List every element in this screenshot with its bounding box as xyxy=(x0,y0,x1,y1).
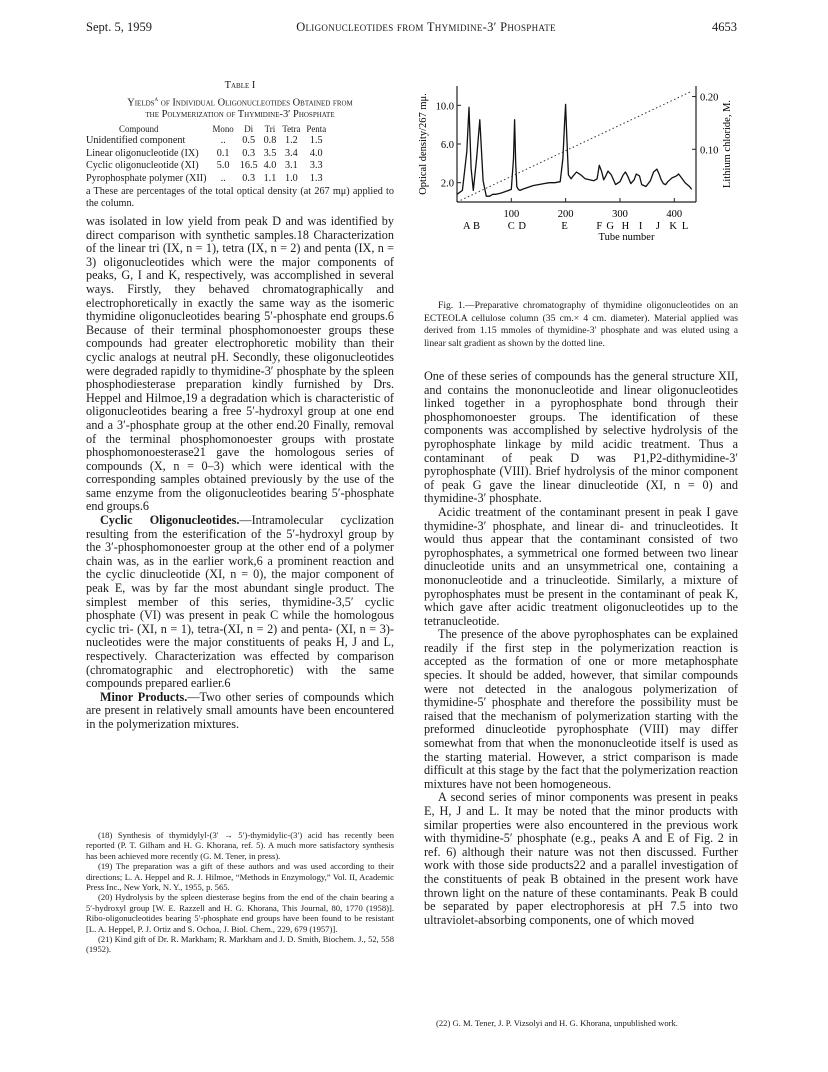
peak-label: L xyxy=(681,221,689,232)
col-header: Di xyxy=(244,123,254,134)
table-title-line1 xyxy=(86,93,394,110)
cell: 0.3 xyxy=(242,172,256,184)
table-row xyxy=(83,160,329,173)
paragraph: The presence of the above pyrophosphates can be explained readily if the first step in the polymerization reaction is accepted as the formation of one or more metaphosphate species. It should be added, however, that similar compounds were not detected in the analogous polymerization of thymidine-5′ phosphate and therefore the possibility must be raised that the mechanism of polymerization starting with the preformed dinucleotide pyrophosphate (VIII) may differ somewhat from that when the mononucleotide itself is used as the starting material. However, a strict comparison is made difficult at this stage by the fact that the polymerization reaction mixtures have not been homogeneous. xyxy=(424,627,738,791)
cell: 0.8 xyxy=(263,135,277,147)
x-tick-label: 300 xyxy=(612,209,628,220)
cell: 3.5 xyxy=(263,147,277,159)
cell: 3.3 xyxy=(309,160,323,172)
x-tick-label: 400 xyxy=(666,209,683,220)
footnote: (21) Kind gift of Dr. R. Markham; R. Markham and J. D. Smith, Biochem. J., 52, 558 (1952). xyxy=(86,934,394,955)
right-column xyxy=(424,370,738,927)
paragraph xyxy=(86,514,394,691)
col-header: Penta xyxy=(306,123,327,134)
table-header-row xyxy=(83,123,329,136)
x-tick-label: 200 xyxy=(557,209,574,220)
footnote: (18) Synthesis of thymidylyl-(3′ → 5′)-thymidylic-(3′) acid has recently been reported (P. T. Gilham and H. G. Khorana, ref. 5). A much more satisfactory synthesis has been achieved more recently (G. M. Tener, in press). xyxy=(86,830,394,861)
cell: 4.0 xyxy=(263,160,277,172)
paragraph: One of these series of compounds has the general structure XII, and contains the mononucleotide and linear oligonucleotides linked together in a pyrophosphate bond through their phosphomonoester groups. The identification of these components was accomplished by selective hydrolysis of the pyrophosphate linkage by mild acidic treatment. Thus a contaminant of peak D was P1,P2-dithymidine-3′ pyrophosphate (VIII). Brief hydrolysis of the minor component of peak G gave the linear dinucleotide (XI, n = 0) and thymidine-3′ phosphate. xyxy=(424,369,738,506)
row-name: Linear oligonucleotide (IX) xyxy=(86,147,199,159)
chromatography-chart xyxy=(410,78,740,298)
y-axis-title: Optical density/267 mμ. xyxy=(418,93,429,195)
paragraph: Acidic treatment of the contaminant present in peak I gave thymidine-3′ phosphate, and linear di- and trinucleotides. It would thus appear that the contaminant consisted of two pyrophosphates, a symmetrical one formed between two linear dinucleotide units and an unsymmetrical one, containing a mononucleotide and a trinucleotide. Similarly, a mixture of pyrophosphates must be present in the contaminant of peak K, which gave after acidic treatment oligonucleotides up to the tetranucleotide. xyxy=(424,504,738,628)
col-header: Tetra xyxy=(282,123,301,134)
cell: 0.3 xyxy=(242,147,256,159)
peak-label: H xyxy=(621,221,630,232)
salt-gradient-line xyxy=(457,91,692,202)
peak-label: D xyxy=(518,221,526,232)
cell: .. xyxy=(220,135,226,147)
cell: 3.1 xyxy=(285,160,298,172)
y-right-axis-title: Lithium chloride, M. xyxy=(722,99,733,189)
row-name: Pyrophosphate polymer (XII) xyxy=(86,172,207,184)
cell: 1.0 xyxy=(285,172,298,184)
table-row xyxy=(83,135,329,148)
cell: 4.0 xyxy=(309,147,323,159)
table-block xyxy=(86,80,394,210)
table-title-yields: Yields xyxy=(127,96,155,108)
table-title-sup: a xyxy=(154,94,159,103)
peak-label: J xyxy=(655,221,661,232)
elution-curve xyxy=(457,104,692,196)
col-header: Tri xyxy=(264,123,276,134)
paragraph-text: —Two other series of compounds which are present in relatively small amounts have been encountered in the polymerization mixtures. xyxy=(86,689,394,731)
table-row xyxy=(83,148,329,161)
y-right-tick-label: 0.10 xyxy=(700,145,719,157)
peak-label: G xyxy=(606,221,614,232)
row-name: Cyclic oligonucleotide (XI) xyxy=(86,160,199,172)
yields-table xyxy=(83,123,329,186)
paragraph xyxy=(86,691,394,732)
peak-label: I xyxy=(638,221,643,232)
cell: 5.0 xyxy=(216,160,230,172)
col-header: Compound xyxy=(119,123,159,134)
left-column xyxy=(86,215,394,732)
paragraph-text: —Intramolecular cyclization resulting from the esterification of the 5′-hydroxyl group by the 3′-phosphomonoester group at the other end of a polymer chain was, as in the earlier work,6 a prominent reaction and the cyclic dinucleotide (XI, n = 0), the major component of peak E, was by far the most abundant single product. The simplest member of this series, thymidine-3,5′ cyclic phosphate (VI) was present in peak C while the homologous cyclic tri- (XI, n = 1), tetra-(XI, n = 2) and penta- (XI, n = 3)-nucleotides were the major constituents of peaks H, J and L, respectively. Characterization was effected by comparison (chromatographic and electrophoretic) with the same compounds prepared earlier.6 xyxy=(86,513,394,691)
cell: 3.4 xyxy=(285,147,298,159)
running-header-title: Oligonucleotides from Thymidine-3′ Phosphate xyxy=(296,20,556,34)
cell: .. xyxy=(220,172,226,184)
footnote: (20) Hydrolysis by the spleen diesterase begins from the end of the chain bearing a 5′-hydroxyl group [W. E. Razzell and H. G. Khorana, This Journal, 80, 1770 (1958)]. Ribo-oligonucleotides bearing 5′-phosphate end groups have been found to be resistant [L. A. Heppel, P. J. Ortiz and S. Ochoa, J. Biol. Chem., 229, 679 (1957)]. xyxy=(86,892,394,934)
y-tick-label: 10.0 xyxy=(435,101,454,113)
table-label: Table I xyxy=(224,80,256,91)
peak-label: C xyxy=(507,221,515,232)
section-heading: Cyclic Oligonucleotides. xyxy=(100,513,240,528)
figure-caption-text: —Preparative chromatography of thymidine oligonucleotides on an ECTEOLA cellulose column (35 cm.× 4 cm. diameter). Material applied was derived from 1.15 mmoles of thymidine-3′ phosphate and was eluted using a linear salt gradient as shown by the dotted line. xyxy=(424,300,739,349)
figure-caption-label: Fig. 1. xyxy=(438,300,466,311)
table-footnote: a These are percentages of the total optical density (at 267 mμ) applied to the column. xyxy=(86,186,394,210)
cell: 1.1 xyxy=(263,172,277,184)
row-name: Unidentified component xyxy=(86,135,186,147)
right-footnotes xyxy=(424,1018,738,1028)
x-tick-label: 100 xyxy=(503,209,520,220)
paragraph: was isolated in low yield from peak D and was identified by direct comparison with synthetic samples.18 Characterization of the linear tri (IX, n = 1), tetra (IX, n = 2) and penta (IX, n = 3) oligonucleotides which were the major components of peaks, G, I and K, respectively, was accomplished in several ways. Firstly, they behaved chromatographically and electrophoretically in exactly the same way as the isomeric thymidine oligonucleotides bearing 5′-phosphate end groups.6 Because of their terminal phosphomonoester groups these compounds had greater electrophoretic mobility than their cyclic analogs at neutral pH. Secondly, these oligonucleotides were degraded rapidly to thymidine-3′ phosphate by the spleen phosphodiesterase preparation kindly furnished by Drs. Heppel and Hilmoe,19 a degradation which is characteristic of oligonucleotides bearing a free 5′-hydroxyl group at one end and a 3′-phosphate group at the other end.20 Finally, removal of the terminal phosphomonoester groups with prostate phosphomonoesterase21 gave the homologous series of compounds (X, n = 0–3) which were identical with the corresponding samples obtained previously by the use of the same enzyme from the oligonucleotides bearing 5′-phosphate end groups.6 xyxy=(86,214,394,514)
y-right-tick-label: 0.20 xyxy=(700,92,719,104)
paragraph: A second series of minor components was present in peaks E, H, J and L. It may be noted that the minor products with similar properties were also encountered in the previous work with thymidine-5′ phosphate (e.g., peaks A and E of Fig. 2 in ref. 6) although their nature was not then discussed. Further work with those side products22 and a parallel investigation of the constituents of peak B obtained in the present work have thrown light on the nature of these contaminants. Peak B could be separated by paper electrophoresis at pH 7.5 into two ultraviolet-absorbing components, one of which moved xyxy=(424,790,738,927)
y-tick-label: 2.0 xyxy=(440,178,454,190)
peak-label: K xyxy=(669,221,677,232)
section-heading: Minor Products. xyxy=(100,689,188,704)
footnote: (22) G. M. Tener, J. P. Vizsolyi and H. G. Khorana, unpublished work. xyxy=(436,1018,678,1028)
peak-label: E xyxy=(561,221,568,232)
table-title-rest: of Individual Oligonucleotides Obtained from xyxy=(158,96,353,108)
table-row xyxy=(83,173,329,186)
peak-label: F xyxy=(596,221,603,232)
peak-label: A xyxy=(462,221,471,232)
y-tick-label: 6.0 xyxy=(440,140,454,151)
cell: 1.3 xyxy=(309,172,323,184)
cell: 1.2 xyxy=(285,135,298,147)
left-footnotes xyxy=(86,830,394,955)
figure-caption xyxy=(424,300,738,350)
table-title-line2: the Polymerization of Thymidine-3′ Phosphate xyxy=(145,109,335,121)
x-axis-title: Tube number xyxy=(598,232,655,243)
footnote: (19) The preparation was a gift of these authors and was used according to their directions; L. A. Heppel and R. J. Hilmoe, “Methods in Enzymology,” Vol. II, Academic Press Inc., New York, N. Y., 1955, p. 565. xyxy=(86,861,394,893)
running-header-date: Sept. 5, 1959 xyxy=(86,20,152,34)
cell: 0.5 xyxy=(242,135,256,147)
page-number: 4653 xyxy=(712,20,737,34)
cell: 0.1 xyxy=(216,147,230,159)
cell: 1.5 xyxy=(309,135,323,147)
peak-label: B xyxy=(473,221,481,232)
col-header: Mono xyxy=(212,123,234,134)
cell: 16.5 xyxy=(239,160,258,172)
